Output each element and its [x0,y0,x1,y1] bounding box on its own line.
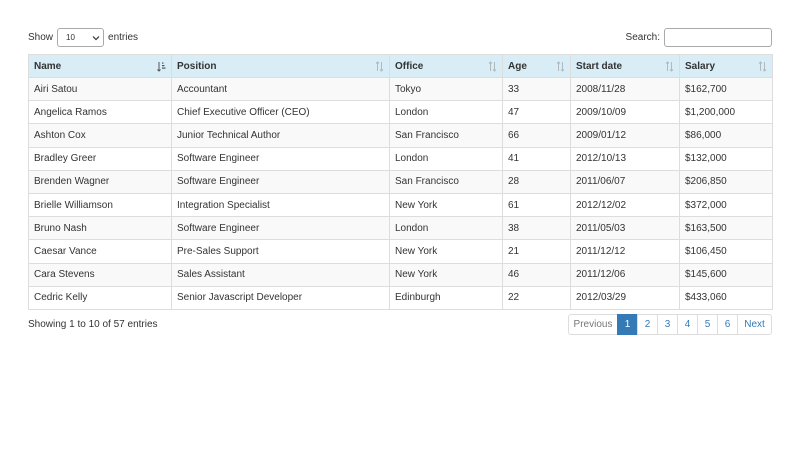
cell-age: 28 [503,170,571,193]
search-label: Search: [625,32,660,43]
cell-start-date: 2008/11/28 [571,78,680,101]
sort-both-icon [758,61,767,72]
cell-office: Edinburgh [390,286,503,309]
table-footer [28,314,772,335]
page-length-control [28,28,138,47]
next-page-button[interactable]: Next [737,314,772,335]
cell-position: Software Engineer [172,217,390,240]
cell-position: Sales Assistant [172,263,390,286]
cell-salary: $206,850 [680,170,773,193]
cell-office: San Francisco [390,170,503,193]
table-header [29,55,773,78]
table-info: Showing 1 to 10 of 57 entries [28,319,158,330]
cell-position: Accountant [172,78,390,101]
cell-position: Junior Technical Author [172,124,390,147]
cell-position: Integration Specialist [172,193,390,216]
cell-age: 47 [503,101,571,124]
cell-name: Angelica Ramos [29,101,172,124]
column-header-start-date[interactable] [571,55,680,78]
table-row [29,78,773,101]
column-header-label: Position [177,60,217,72]
column-header-position[interactable] [172,55,390,78]
cell-office: London [390,101,503,124]
cell-salary: $1,200,000 [680,101,773,124]
entries-label: entries [108,32,139,43]
cell-age: 41 [503,147,571,170]
cell-position: Chief Executive Officer (CEO) [172,101,390,124]
cell-start-date: 2012/03/29 [571,286,680,309]
show-label: Show [28,32,54,43]
column-header-office[interactable] [390,55,503,78]
search-control [626,28,772,47]
cell-start-date: 2011/12/06 [571,263,680,286]
cell-name: Bruno Nash [29,217,172,240]
sort-both-icon [665,61,674,72]
cell-office: London [390,217,503,240]
table-body [29,78,773,310]
page-button-4[interactable]: 4 [677,314,698,335]
cell-office: Tokyo [390,78,503,101]
sort-both-icon [375,61,384,72]
cell-start-date: 2011/06/07 [571,170,680,193]
cell-age: 33 [503,78,571,101]
page-button-5[interactable]: 5 [697,314,718,335]
cell-name: Brenden Wagner [29,170,172,193]
column-header-name[interactable] [29,55,172,78]
previous-page-button[interactable]: Previous [568,314,618,335]
page-length-select[interactable] [57,28,104,47]
cell-salary: $106,450 [680,240,773,263]
cell-name: Brielle Williamson [29,193,172,216]
table-row [29,263,773,286]
cell-start-date: 2011/12/12 [571,240,680,263]
table-row [29,217,773,240]
table-row [29,286,773,309]
table-row [29,124,773,147]
sort-both-icon [488,61,497,72]
column-header-age[interactable] [503,55,571,78]
cell-start-date: 2009/01/12 [571,124,680,147]
cell-age: 46 [503,263,571,286]
cell-salary: $132,000 [680,147,773,170]
table-row [29,240,773,263]
table-row [29,101,773,124]
column-header-label: Name [34,60,62,72]
cell-office: New York [390,240,503,263]
cell-position: Software Engineer [172,147,390,170]
cell-start-date: 2012/10/13 [571,147,680,170]
cell-start-date: 2012/12/02 [571,193,680,216]
page-button-3[interactable]: 3 [657,314,678,335]
cell-start-date: 2011/05/03 [571,217,680,240]
sort-both-icon [556,61,565,72]
cell-salary: $162,700 [680,78,773,101]
cell-office: San Francisco [390,124,503,147]
cell-position: Pre-Sales Support [172,240,390,263]
cell-name: Cara Stevens [29,263,172,286]
cell-start-date: 2009/10/09 [571,101,680,124]
cell-name: Caesar Vance [29,240,172,263]
cell-salary: $86,000 [680,124,773,147]
table-row [29,147,773,170]
cell-office: New York [390,193,503,216]
cell-name: Ashton Cox [29,124,172,147]
cell-name: Cedric Kelly [29,286,172,309]
header-row [29,55,773,78]
table-controls [28,28,772,47]
page-button-6[interactable]: 6 [717,314,738,335]
page-button-2[interactable]: 2 [637,314,658,335]
cell-office: London [390,147,503,170]
employees-table [28,54,773,310]
cell-age: 21 [503,240,571,263]
page-button-1[interactable]: 1 [617,314,638,335]
cell-position: Software Engineer [172,170,390,193]
chevron-down-icon [92,34,100,42]
pagination [568,314,772,335]
cell-salary: $145,600 [680,263,773,286]
cell-name: Bradley Greer [29,147,172,170]
sort-ascending-icon [157,61,166,72]
cell-age: 22 [503,286,571,309]
cell-salary: $372,000 [680,193,773,216]
cell-office: New York [390,263,503,286]
table-row [29,170,773,193]
column-header-salary[interactable] [680,55,773,78]
cell-salary: $433,060 [680,286,773,309]
table-row [29,193,773,216]
cell-age: 38 [503,217,571,240]
search-input[interactable] [664,28,772,47]
cell-age: 61 [503,193,571,216]
cell-salary: $163,500 [680,217,773,240]
cell-position: Senior Javascript Developer [172,286,390,309]
cell-age: 66 [503,124,571,147]
column-header-label: Office [395,60,424,72]
column-header-label: Age [508,60,527,72]
column-header-label: Start date [576,60,623,72]
column-header-label: Salary [685,60,716,72]
cell-name: Airi Satou [29,78,172,101]
page-length-value: 10 [66,33,75,42]
